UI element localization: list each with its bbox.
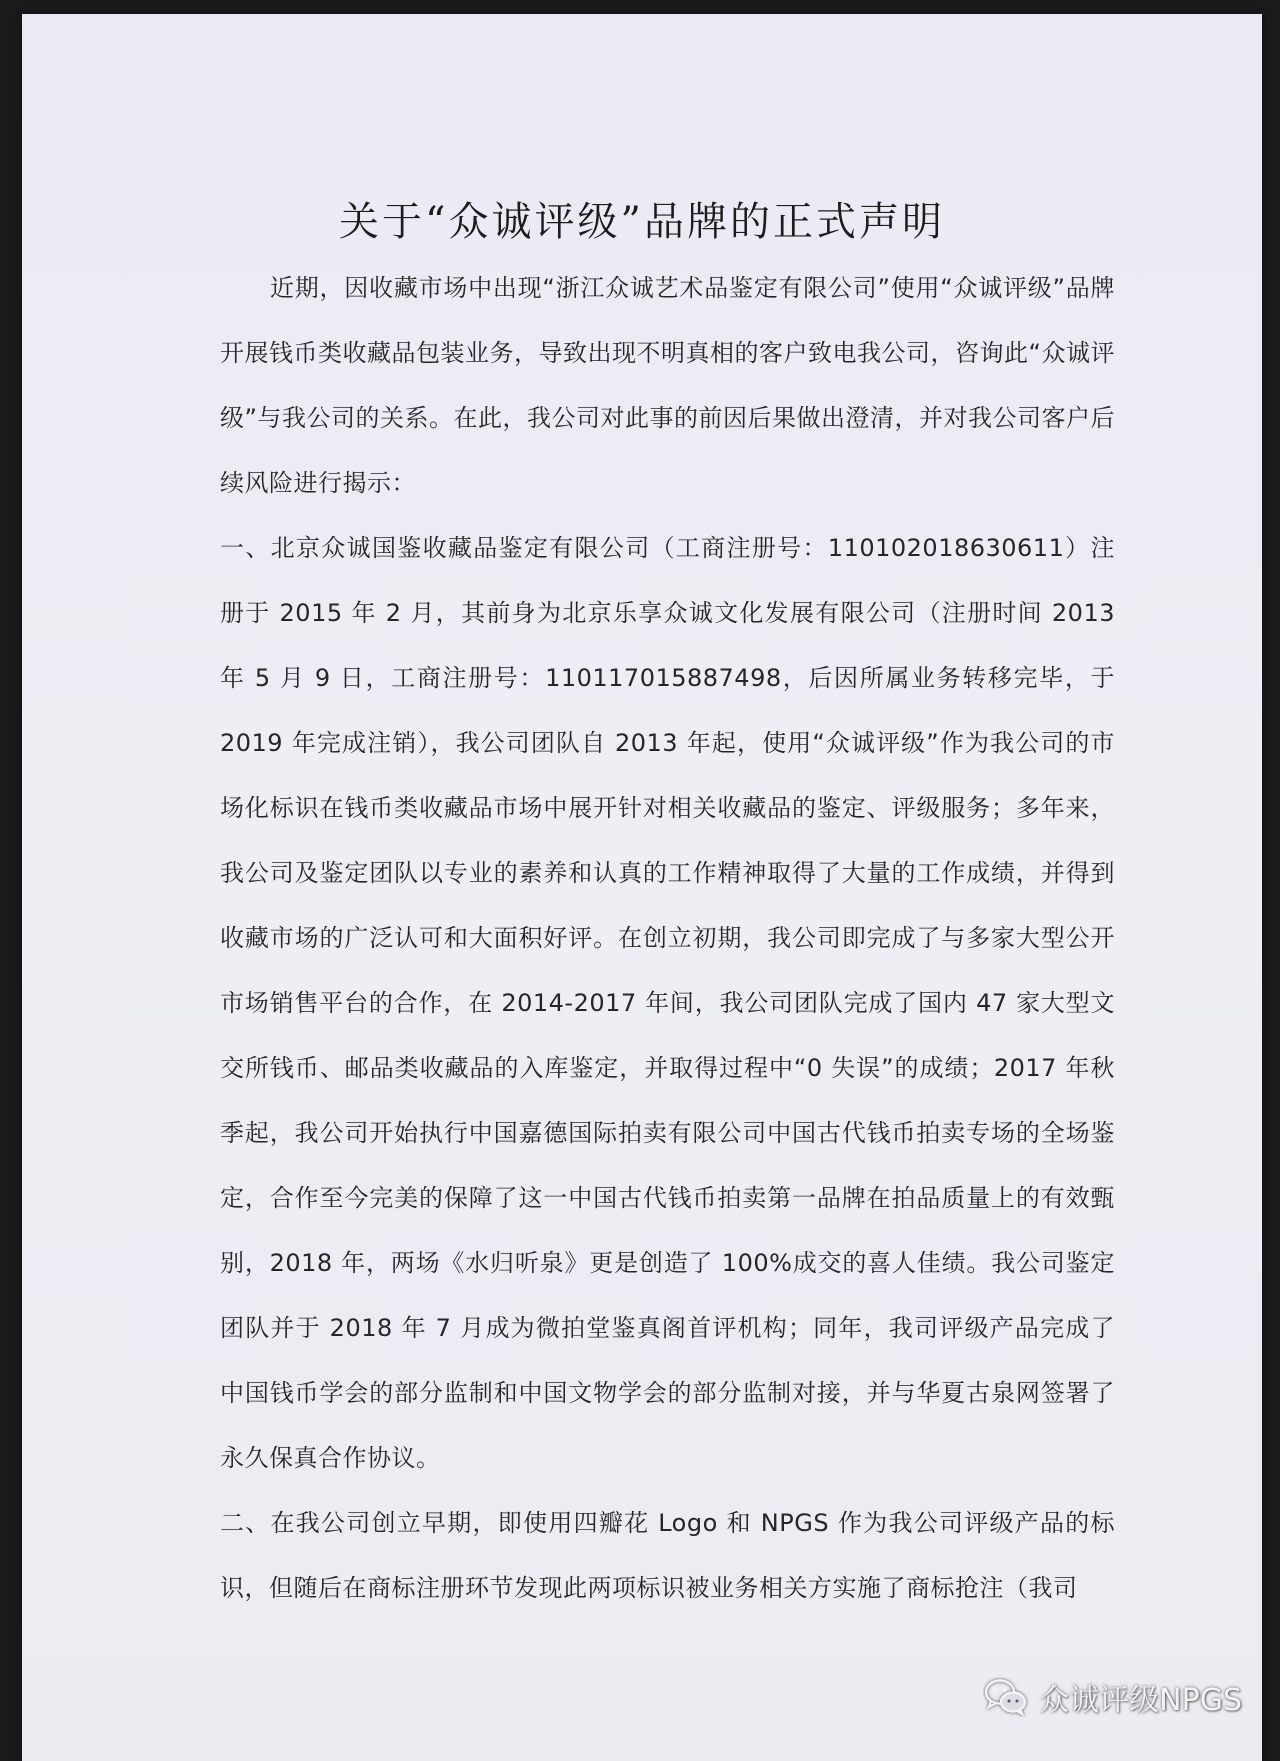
- watermark-text: 众诚评级NPGS: [1039, 1683, 1242, 1718]
- wechat-watermark: [983, 1675, 1242, 1719]
- paragraph-section-2: 二、在我公司创立早期，即使用四瓣花 Logo 和 NPGS 作为我公司评级产品的标识，但随后在商标注册环节发现此两项标识被业务相关方实施了商标抢注（我司: [220, 1509, 1115, 1602]
- paragraph-intro: 近期，因收藏市场中出现“浙江众诚艺术品鉴定有限公司”使用“众诚评级”品牌开展钱币类收藏品包装业务，导致出现不明真相的客户致电我公司，咨询此“众诚评级”与我公司的关系。在此，我公司对此事的前因后果做出澄清，并对我公司客户后续风险进行揭示：: [220, 274, 1115, 497]
- document-body: [220, 256, 1115, 1621]
- document-page: [22, 14, 1262, 1761]
- document-title: 关于“众诚评级”品牌的正式声明: [339, 199, 945, 245]
- paragraph-section-1: 一、北京众诚国鉴收藏品鉴定有限公司（工商注册号：110102018630611）注册于 2015 年 2 月，其前身为北京乐享众诚文化发展有限公司（注册时间 2013 年 5 月 9 日，工商注册号：110117015887498，后因所属业务转移完毕，于 2019 年完成注销），我公司团队自 2013 年起，使用“众诚评级”作为我公司的市场化标识在钱币类收藏品市场中展开针对相关收藏品的鉴定、评级服务；多年来，我公司及鉴定团队以专业的素养和认真的工作精神取得了大量的工作成绩，并得到收藏市场的广泛认可和大面积好评。在创立初期，我公司即完成了与多家大型公开市场销售平台的合作，在 2014-2017 年间，我公司团队完成了国内 47 家大型文交所钱币、邮品类收藏品的入库鉴定，并取得过程中“0 失误”的成绩；2017 年秋季起，我公司开始执行中国嘉德国际拍卖有限公司中国古代钱币拍卖专场的全场鉴定，合作至今完美的保障了这一中国古代钱币拍卖第一品牌在拍品质量上的有效甄别，2018 年，两场《水归听泉》更是创造了 100%成交的喜人佳绩。我公司鉴定团队并于 2018 年 7 月成为微拍堂鉴真阁首评机构；同年，我司评级产品完成了中国钱币学会的部分监制和中国文物学会的部分监制对接，并与华夏古泉网签署了永久保真合作协议。: [220, 534, 1115, 1472]
- wechat-icon: [983, 1677, 1029, 1717]
